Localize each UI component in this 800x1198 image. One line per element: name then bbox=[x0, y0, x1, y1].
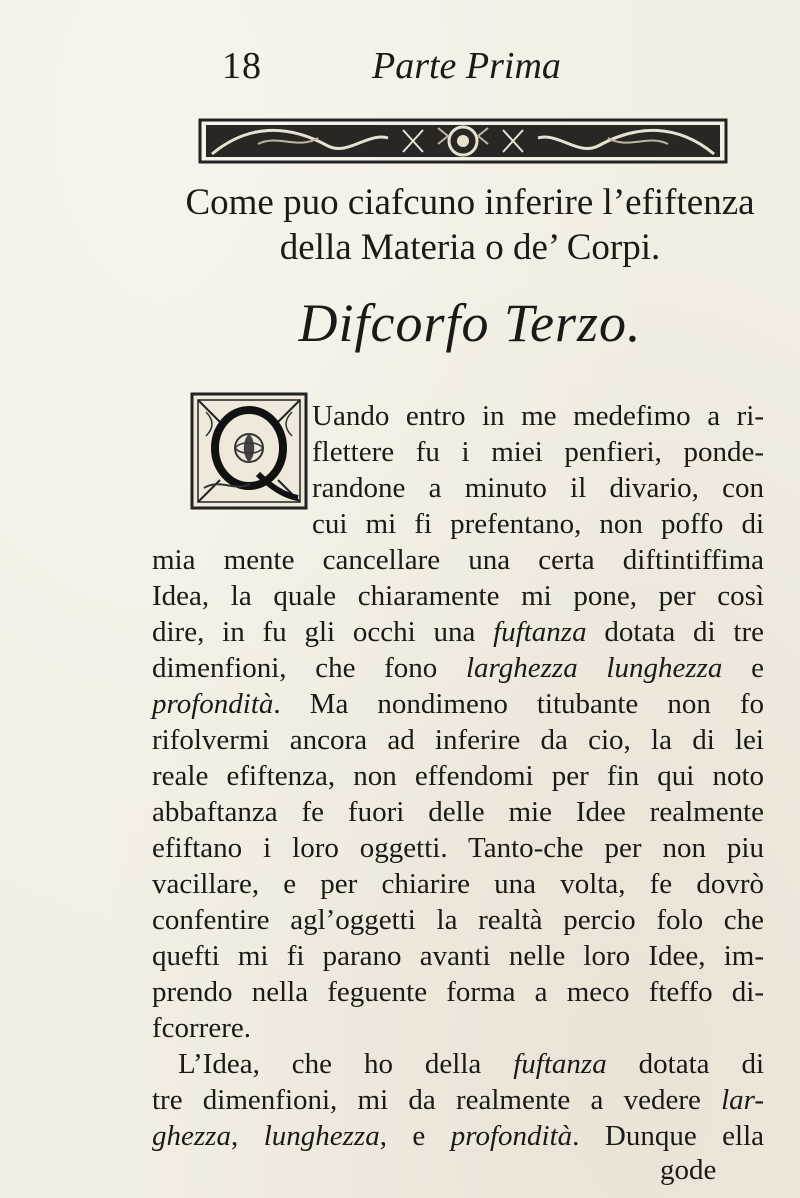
text-line: flettere fu i miei penfieri, ponde- bbox=[312, 436, 764, 468]
text-line: profondità. Ma nondimeno titubante non fo bbox=[152, 688, 764, 720]
text-line: vacillare, e per chiarire una volta, fe dovrò bbox=[152, 868, 764, 900]
text-line: rifolvermi ancora ad inferire da cio, la di lei bbox=[152, 724, 764, 756]
text-line: tre dimenfioni, mi da realmente a vedere lar- bbox=[152, 1084, 764, 1116]
discourse-title: Difcorfo Terzo. bbox=[298, 293, 642, 353]
text-line: Uando entro in me medefimo a ri- bbox=[312, 400, 764, 432]
text-line: cui mi fi prefentano, non poffo di bbox=[312, 508, 764, 540]
ornamental-headpiece bbox=[198, 116, 728, 166]
text-line: efiftano i loro oggetti. Tanto-che per non piu bbox=[152, 832, 764, 864]
text-line: reale efiftenza, non effendomi per fin qui noto bbox=[152, 760, 764, 792]
text-line: abbaftanza fe fuori delle mie Idee realmente bbox=[152, 796, 764, 828]
catchword: gode bbox=[660, 1154, 717, 1186]
running-title: Parte Prima bbox=[372, 45, 561, 87]
text-line: mia mente cancellare una certa diftintiffima bbox=[152, 544, 764, 576]
text-line: dire, in fu gli occhi una fuftanza dotata di tre bbox=[152, 616, 764, 648]
text-line: ghezza, lunghezza, e profondità. Dunque ella bbox=[152, 1120, 765, 1152]
page-number: 18 bbox=[222, 45, 262, 87]
text-line: fcorrere. bbox=[152, 1012, 251, 1044]
text-line: dimenfioni, che fono larghezza lunghezza e bbox=[152, 652, 764, 684]
chapter-title bbox=[150, 180, 790, 270]
text-line: L’Idea, che ho della fuftanza dotata di bbox=[178, 1048, 764, 1080]
text-line: Idea, la quale chiaramente mi pone, per così bbox=[152, 580, 764, 612]
text-line: confentire agl’oggetti la realtà percio folo che bbox=[152, 904, 764, 936]
text-line: randone a minuto il divario, con bbox=[312, 472, 764, 504]
running-head bbox=[0, 44, 800, 104]
decorated-initial-q bbox=[190, 392, 308, 510]
chapter-title-line-1: Come puo ciafcuno inferire l’efiftenza bbox=[185, 182, 755, 223]
text-line: quefti mi fi parano avanti nelle loro Idee, im- bbox=[152, 940, 764, 972]
text-line: prendo nella feguente forma a meco fteffo di- bbox=[152, 976, 764, 1008]
chapter-title-line-2: della Materia o de’ Corpi. bbox=[279, 227, 661, 268]
